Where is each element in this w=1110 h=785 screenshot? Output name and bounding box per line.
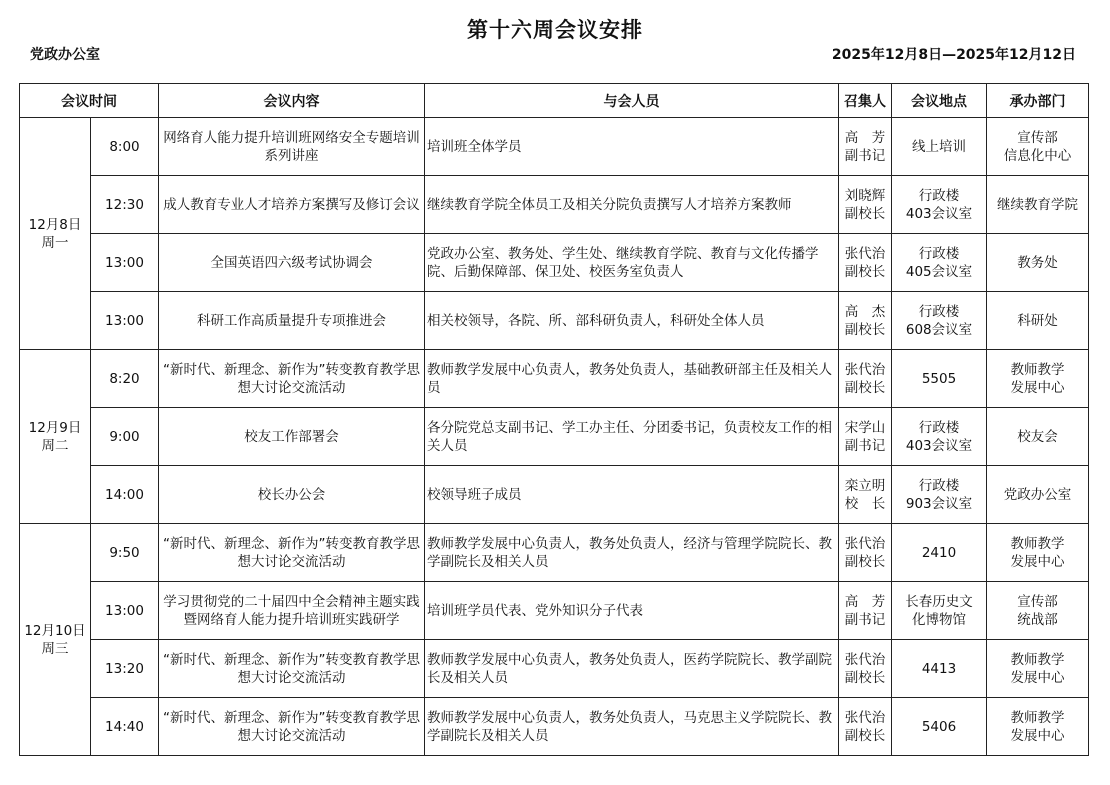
table-row [20,350,1089,408]
meeting-convener [839,234,892,292]
table-row [20,118,1089,176]
meeting-content [159,582,425,640]
meeting-convener-text: 张代治 [844,361,886,378]
meeting-convener-text: 张代治 [844,535,886,552]
meeting-time-text: 9:50 [109,544,140,561]
meeting-location [892,292,987,350]
meeting-location-text: 608会议室 [905,321,973,338]
day-cell [20,118,91,350]
meeting-location [892,640,987,698]
meeting-department [987,408,1089,466]
meeting-time [91,176,159,234]
meeting-content [159,640,425,698]
meeting-convener [839,350,892,408]
meeting-attendees-text: 相关校领导，各院、所、部科研负责人，科研处全体人员 [427,312,765,329]
meeting-location [892,466,987,524]
meeting-convener [839,640,892,698]
meeting-department-text: 统战部 [1017,611,1058,628]
meeting-attendees-text: 各分院党总支副书记、学工办主任、分团委书记，负责校友工作的相关人员 [427,419,832,454]
meeting-location-text: 行政楼 [918,187,960,204]
meeting-location [892,118,987,176]
schedule-body [20,118,1089,756]
meeting-content-text: 全国英语四六级考试协调会 [210,254,373,271]
meeting-time-text: 9:00 [109,428,140,445]
meeting-convener-text: 副校长 [844,263,886,280]
meeting-time [91,640,159,698]
meeting-time [91,408,159,466]
meeting-department-text: 教师教学 [1010,651,1065,668]
meeting-content-text: 学习贯彻党的二十届四中全会精神主题实践暨网络育人能力提升培训班实践研学 [163,593,420,628]
meeting-time-text: 14:00 [105,486,144,503]
table-row [20,234,1089,292]
header-convener: 召集人 [839,84,892,118]
meeting-convener-text: 副校长 [844,321,886,338]
meeting-convener [839,466,892,524]
meeting-location [892,350,987,408]
meeting-attendees [425,292,839,350]
meeting-department-text: 教师教学 [1010,709,1065,726]
meeting-location-text: 403会议室 [905,437,973,454]
meeting-attendees [425,524,839,582]
meeting-convener-text: 张代治 [844,709,886,726]
meeting-attendees [425,582,839,640]
meeting-convener-text: 张代治 [844,651,886,668]
meeting-department-text: 校友会 [1017,428,1058,445]
meeting-location-text: 5406 [921,718,957,735]
meeting-convener-text: 副校长 [844,553,886,570]
meeting-convener-text: 副书记 [844,611,886,628]
page-title: 第十六周会议安排 [467,18,643,42]
meeting-convener-text: 栾立明 [844,477,886,494]
meeting-department-text: 信息化中心 [1003,147,1072,164]
meeting-convener-text: 宋学山 [844,419,886,436]
meeting-content-text: 校长办公会 [257,486,326,503]
meeting-department [987,640,1089,698]
meeting-location [892,698,987,756]
table-row [20,466,1089,524]
meeting-content-text: 网络育人能力提升培训班网络安全专题培训系列讲座 [163,129,420,164]
header-department: 承办部门 [987,84,1089,118]
table-row [20,524,1089,582]
meeting-content [159,350,425,408]
meeting-time-text: 12:30 [105,196,144,213]
meeting-time-text: 14:40 [105,718,144,735]
meeting-content [159,292,425,350]
meeting-convener [839,408,892,466]
meeting-department [987,234,1089,292]
meeting-content [159,698,425,756]
meeting-department-text: 教师教学 [1010,361,1065,378]
meeting-convener [839,524,892,582]
meeting-content-text: “新时代、新理念、新作为”转变教育教学思想大讨论交流活动 [163,361,420,396]
meeting-location-text: 线上培训 [912,138,966,155]
meeting-department-text: 党政办公室 [1003,486,1072,503]
meeting-convener [839,698,892,756]
meeting-convener-text: 副校长 [844,669,886,686]
meeting-content-text: 科研工作高质量提升专项推进会 [197,312,386,329]
meeting-attendees [425,466,839,524]
meeting-convener [839,582,892,640]
meeting-location-text: 4413 [921,660,957,677]
meeting-time-text: 13:00 [105,312,144,329]
meeting-location-text: 405会议室 [905,263,973,280]
day-cell-text: 周一 [41,234,69,251]
meeting-department [987,698,1089,756]
meeting-attendees-text: 党政办公室、教务处、学生处、继续教育学院、教育与文化传播学院、后勤保障部、保卫处、校医务室负责人 [427,245,819,280]
meeting-department-text: 科研处 [1017,312,1058,329]
meeting-attendees-text: 培训班全体学员 [427,138,522,155]
meeting-department-text: 教师教学 [1010,535,1065,552]
meeting-content [159,118,425,176]
day-cell [20,350,91,524]
meeting-attendees-text: 教师教学发展中心负责人，教务处负责人，基础教研部主任及相关人员 [427,361,832,396]
meeting-time [91,234,159,292]
meeting-location [892,408,987,466]
meeting-time-text: 13:00 [105,602,144,619]
meeting-location-text: 行政楼 [918,419,960,436]
meeting-attendees-text: 教师教学发展中心负责人，教务处负责人，经济与管理学院院长、教学副院长及相关人员 [427,535,832,570]
meeting-attendees [425,350,839,408]
meeting-convener-text: 刘晓辉 [844,187,886,204]
meeting-content [159,176,425,234]
meeting-convener [839,176,892,234]
meeting-attendees-text: 校领导班子成员 [427,486,522,503]
meeting-content [159,408,425,466]
meeting-schedule-table [19,83,1089,756]
meeting-department-text: 发展中心 [1010,379,1065,396]
day-cell-text: 周二 [41,437,69,454]
meeting-content-text: 成人教育专业人才培养方案撰写及修订会议 [163,196,420,213]
meeting-content [159,234,425,292]
meeting-department [987,118,1089,176]
meeting-department-text: 发展中心 [1010,553,1065,570]
meeting-location-text: 403会议室 [905,205,973,222]
meeting-time-text: 8:00 [109,138,140,155]
meeting-convener-text: 副校长 [844,379,886,396]
meeting-attendees [425,408,839,466]
meeting-convener-text: 副校长 [844,727,886,744]
meeting-attendees [425,176,839,234]
meeting-location-text: 行政楼 [918,303,960,320]
meeting-convener [839,292,892,350]
day-cell-text: 12月10日 [24,622,86,639]
meeting-convener-text: 张代治 [844,245,886,262]
meeting-attendees-text: 教师教学发展中心负责人，教务处负责人，马克思主义学院院长、教学副院长及相关人员 [427,709,832,744]
day-cell-text: 12月9日 [28,419,82,436]
meeting-convener [839,118,892,176]
meeting-time-text: 8:20 [109,370,140,387]
table-row [20,582,1089,640]
meeting-time-text: 13:00 [105,254,144,271]
meeting-convener-text: 高 芳 [844,593,886,610]
meeting-time [91,524,159,582]
meeting-location-text: 化博物馆 [912,611,966,628]
meeting-location [892,524,987,582]
meeting-convener-text: 高 杰 [844,303,886,320]
meeting-convener-text: 副校长 [844,205,886,222]
meeting-time [91,350,159,408]
meeting-attendees-text: 继续教育学院全体员工及相关分院负责撰写人才培养方案教师 [427,196,792,213]
table-row [20,408,1089,466]
header-content: 会议内容 [159,84,425,118]
meeting-department-text: 继续教育学院 [997,196,1078,213]
header-attendees: 与会人员 [425,84,839,118]
meeting-attendees-text: 教师教学发展中心负责人，教务处负责人，医药学院院长、教学副院长及相关人员 [427,651,832,686]
table-row [20,698,1089,756]
meeting-location [892,234,987,292]
meeting-content-text: “新时代、新理念、新作为”转变教育教学思想大讨论交流活动 [163,709,420,744]
day-cell [20,524,91,756]
meeting-attendees [425,640,839,698]
meeting-department [987,524,1089,582]
header-location: 会议地点 [892,84,987,118]
meeting-department-text: 发展中心 [1010,727,1065,744]
meeting-location-text: 行政楼 [918,477,960,494]
meeting-location [892,176,987,234]
meeting-department [987,350,1089,408]
meeting-department-text: 教务处 [1017,254,1058,271]
date-range: 2025年12月8日—2025年12月12日 [831,47,1076,63]
table-row [20,176,1089,234]
meeting-department-text: 发展中心 [1010,669,1065,686]
meeting-attendees [425,698,839,756]
meeting-location-text: 长春历史文 [905,593,973,610]
meeting-time [91,292,159,350]
meeting-department [987,292,1089,350]
meeting-location-text: 5505 [921,370,957,387]
meeting-time-text: 13:20 [105,660,144,677]
meeting-location-text: 2410 [921,544,957,561]
meeting-time [91,582,159,640]
meeting-convener-text: 副书记 [844,147,886,164]
meeting-time [91,466,159,524]
table-row [20,640,1089,698]
meeting-attendees-text: 培训班学员代表、党外知识分子代表 [427,602,643,619]
meeting-department [987,582,1089,640]
meeting-time [91,698,159,756]
meeting-content [159,524,425,582]
meeting-content [159,466,425,524]
meeting-convener-text: 副书记 [844,437,886,454]
table-row [20,292,1089,350]
meeting-convener-text: 校 长 [844,495,886,512]
issuing-office: 党政办公室 [30,47,100,63]
meeting-department-text: 宣传部 [1017,129,1058,146]
meeting-content-text: 校友工作部署会 [244,428,339,445]
meeting-attendees [425,234,839,292]
meeting-department-text: 宣传部 [1017,593,1058,610]
meeting-time [91,118,159,176]
meeting-convener-text: 高 芳 [844,129,886,146]
meeting-department [987,176,1089,234]
table-header-row [20,84,1089,118]
day-cell-text: 周三 [41,640,69,657]
meeting-content-text: “新时代、新理念、新作为”转变教育教学思想大讨论交流活动 [163,651,420,686]
meeting-content-text: “新时代、新理念、新作为”转变教育教学思想大讨论交流活动 [163,535,420,570]
header-time: 会议时间 [20,84,159,118]
day-cell-text: 12月8日 [28,216,82,233]
meeting-attendees [425,118,839,176]
meeting-department [987,466,1089,524]
meeting-location-text: 903会议室 [905,495,973,512]
meeting-location [892,582,987,640]
meeting-location-text: 行政楼 [918,245,960,262]
